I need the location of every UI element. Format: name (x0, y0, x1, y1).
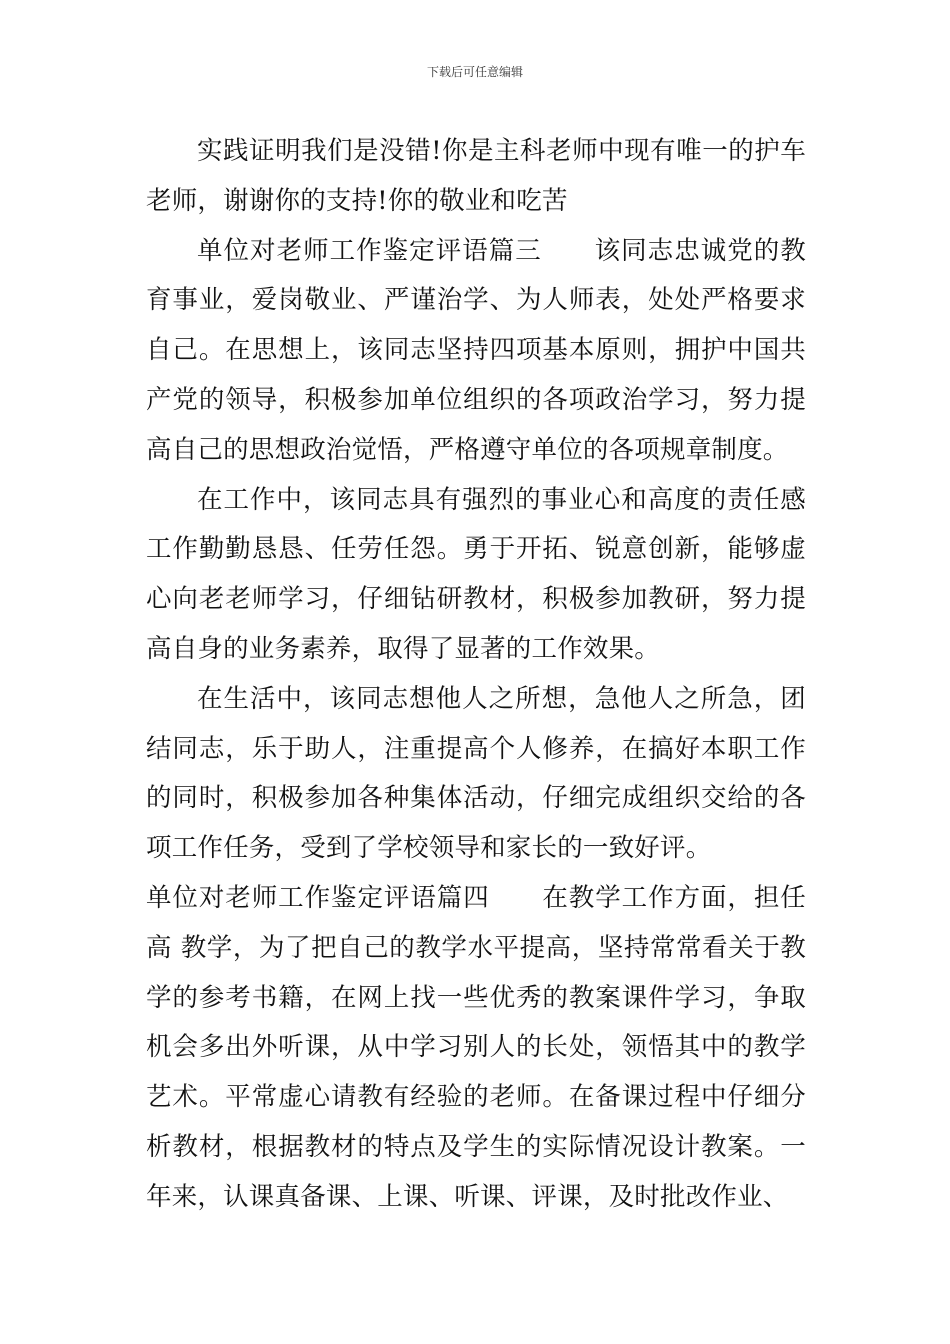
section-heading-4: 单位对老师工作鉴定评语篇四 (146, 882, 490, 913)
paragraph-5 (146, 874, 806, 1223)
paragraph-4: 在生活中，该同志想他人之所想，急他人之所急，团结同志，乐于助人，注重提高个人修养，在搞好本职工作的同时，积极参加各种集体活动，仔细完成组织交给的各项工作任务，受到了学校领导和家长的一致好评。 (146, 683, 806, 864)
paragraph-5-body: 在教学工作方面，担任高 教学，为了把自己的教学水平提高，坚持常常看关于教学的参考书籍，在网上找一些优秀的教案课件学习，争取机会多出外听课，从中学习别人的长处，领悟其中的教学艺术。平常虚心请教有经验的老师。在备课过程中仔细分析教材，根据教材的特点及学生的实际情况设计教案。一年来，认课真备课、上课、听课、评课，及时批改作业、 (146, 882, 806, 1212)
paragraph-1: 实践证明我们是没错!你是主科老师中现有唯一的护车老师，谢谢你的支持!你的敬业和吃苦 (146, 136, 806, 216)
section-heading-3: 单位对老师工作鉴定评语篇三 (197, 235, 542, 266)
paragraph-3: 在工作中，该同志具有强烈的事业心和高度的责任感工作勤勤恳恳、任劳任怨。勇于开拓、锐意创新，能够虚心向老老师学习，仔细钻研教材，积极参加教研，努力提高自身的业务素养，取得了显著的工作效果。 (146, 484, 806, 664)
document-body (146, 127, 806, 1223)
paragraph-2 (146, 227, 806, 476)
paragraph-2-body: 该同志忠诚党的教育事业，爱岗敬业、严谨治学、为人师表，处处严格要求自己。在思想上，该同志坚持四项基本原则，拥护中国共产党的领导，积极参加单位组织的各项政治学习，努力提高自己的思想政治觉悟，严格遵守单位的各项规章制度。 (146, 235, 806, 465)
page-header: 下载后可任意编辑 (426, 65, 523, 79)
